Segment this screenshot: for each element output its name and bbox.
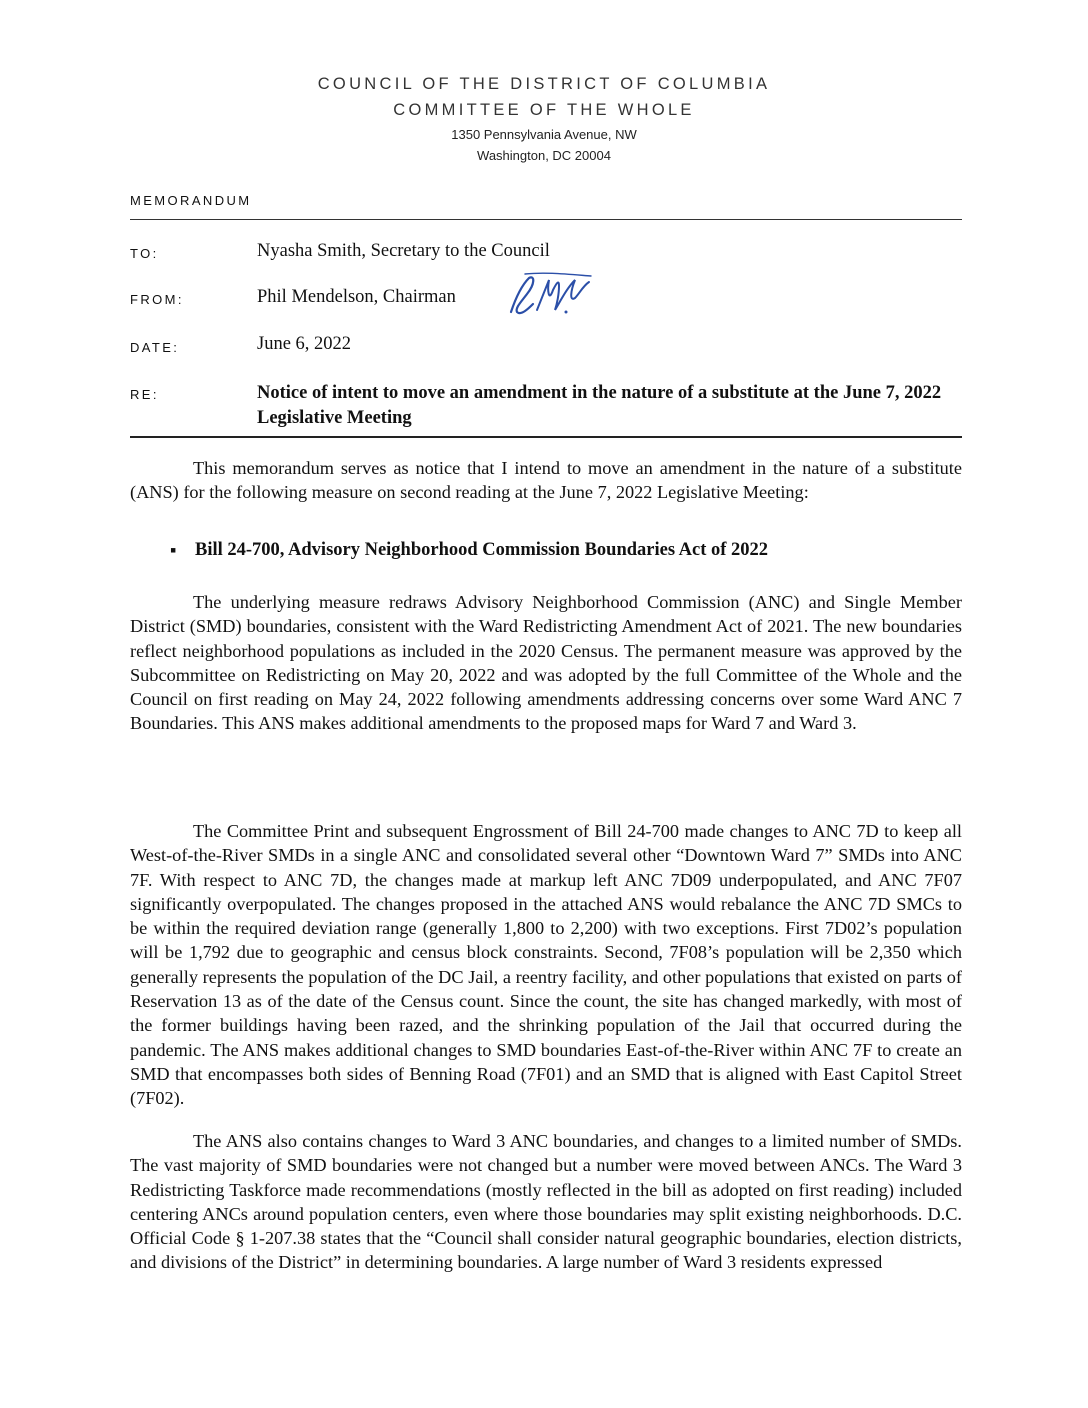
city-address: Washington, DC 20004 [477,148,611,163]
committee-name: COMMITTEE OF THE WHOLE [393,101,695,119]
paragraph-ward7-changes: The Committee Print and subsequent Engrossment of Bill 24-700 made changes to ANC 7D to keep all West-of-the-River SMDs in a single ANC and consolidated several other “Downtown Ward 7” SMDs into ANC 7F. With respect to ANC 7D, the changes made at markup left ANC 7D09 underpopulated, and ANC 7F07 significantly overpopulated. The changes proposed in the attached ANS would rebalance the ANC 7D SMCs to be within the required deviation range (generally 1,800 to 2,200) with two exceptions. First 7D02’s population will be 1,792 due to geographic and census block constraints. Second, 7F08’s population will be 2,350 which generally represents the population of the DC Jail, a reentry facility, and other populations that existed on parts of Reservation 13 as of the date of the Census count. Since the count, the site has changed markedly, with most of the former buildings having been razed, and the shrinking population of the Jail that occurred during the pandemic. The ANS makes additional changes to SMD boundaries East-of-the-River within ANC 7F to create an SMD that encompasses both sides of Benning Road (7F01) and an SMD that is aligned with East Capitol Street (7F02). [130,821,962,1109]
paragraph-underlying-measure: The underlying measure redraws Advisory Neighborhood Commission (ANC) and Single Member District (SMD) boundaries, consistent with the Ward Redistricting Amendment Act of 2021. The new boundaries reflect neighborhood populations as included in the 2020 Census. The permanent measure was approved by the Subcommittee on Redistricting on May 20, 2022 and was adopted by the full Committee of the Whole and the Council on first reading on May 24, 2022 following amendments addressing concerns over some Ward ANC 7 Boundaries. This ANS makes additional amendments to the proposed maps for Ward 7 and Ward 3. [130,592,962,734]
to-label: TO: [130,246,159,261]
to-value: Nyasha Smith, Secretary to the Council [257,241,550,261]
from-label: FROM: [130,292,184,307]
header-divider [130,219,962,220]
signature-icon [505,272,595,322]
bill-title: Bill 24-700, Advisory Neighborhood Commission Boundaries Act of 2022 [195,540,769,560]
paragraph-intro: This memorandum serves as notice that I intend to move an amendment in the nature of a substitute (ANS) for the following measure on second reading at the June 7, 2022 Legislative Meeting: [130,458,962,503]
paragraph-ward3-changes: The ANS also contains changes to Ward 3 ANC boundaries, and changes to a limited number of SMDs. The vast majority of SMD boundaries were not changed but a number were moved between ANCs. The Ward 3 Redistricting Taskforce made recommendations (mostly reflected in the bill as adopted on first reading) included centering ANCs around population centers, even where those boundaries may split existing neighborhoods. D.C. Official Code § 1-207.38 states that the “Council shall consider natural geographic boundaries, election districts, and divisions of the District” in determining boundaries. A large number of Ward 3 residents expressed [130,1131,962,1273]
re-label: RE: [130,387,159,402]
date-value: June 6, 2022 [257,334,352,354]
council-name: COUNCIL OF THE DISTRICT OF COLUMBIA [317,75,771,93]
memorandum-label: MEMORANDUM [130,193,252,208]
from-value: Phil Mendelson, Chairman [257,287,456,307]
street-address: 1350 Pennsylvania Avenue, NW [451,127,637,142]
bullet-icon: ▪ [170,540,177,560]
subject-divider [130,436,962,438]
date-label: DATE: [130,340,180,355]
re-subject: Notice of intent to move an amendment in the nature of a substitute at the June 7, 2022 Legislative Meeting [257,383,942,428]
